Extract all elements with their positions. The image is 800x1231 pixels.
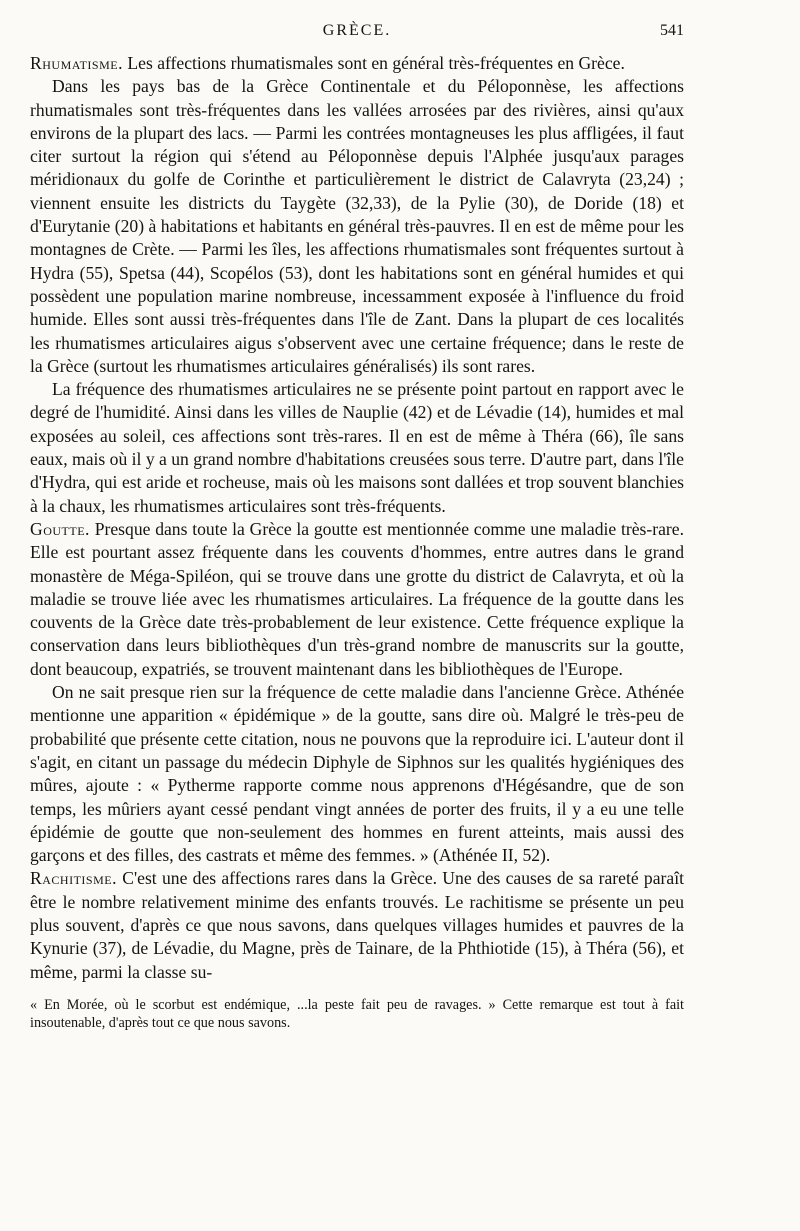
paragraph-rachitisme	[30, 867, 684, 983]
paragraph-goutte-antiquite	[30, 681, 684, 867]
paragraph-text: Les affections rhumatismales sont en général très-fréquentes en Grèce.	[127, 53, 625, 73]
footnote	[30, 996, 684, 1033]
running-header	[30, 22, 684, 52]
page-number: 541	[660, 22, 684, 39]
running-title: GRÈCE.	[322, 22, 392, 39]
paragraph-text: Dans les pays bas de la Grèce Continentale et du Péloponnèse, les affections rhumatismales sont très-fréquentes dans les vallées arrosées par des rivières, ainsi qu'aux environs de la plupart des lacs. — Parmi les contrées montagneuses les plus affligées, il faut citer surtout la région qui s'étend au Péloponnèse depuis l'Alphée jusqu'aux parages méridionaux du golfe de Corinthe et particulièrement le district de Calavryta (23,24) ; viennent ensuite les districts du Taygète (32,33), de la Pylie (30), de Doride (18) et d'Eurytanie (20) à habitations et habitants en général très-pauvres. Il en est de même pour les montagnes de Crète. — Parmi les îles, les affections rhumatismales sont fréquentes surtout à Hydra (55), Spetsa (44), Scopélos (53), dont les habitations sont en général humides et qui possèdent une population marine nombreuse, incessamment exposée à l'influence du froid humide. Elles sont aussi très-fréquentes dans l'île de Zant. Dans la plupart de ces localités les rhumatismes articulaires aigus s'observent avec une certaine fréquence; dans le reste de la Grèce (surtout les rhumatismes articulaires généralisés) ils sont rares.	[30, 76, 684, 376]
paragraph-text: Presque dans toute la Grèce la goutte est mentionnée comme une maladie très-rare. Elle est pourtant assez fréquente dans les couvents d'hommes, entre autres dans le grand monastère de Méga-Spiléon, qui se trouve dans une grotte du district de Calavryta, et où la maladie se trouve liée avec les rhumatismes articulaires. La fréquence de la goutte dans les couvents de la Grèce date très-probablement de leur existence. Cette fréquence explique la conservation dans leurs bibliothèques d'un très-grand nombre de manuscrits sur la goutte, dont beaucoup, expatriés, se trouvent maintenant dans les bibliothèques de l'Europe.	[30, 518, 684, 679]
paragraph-text: On ne sait presque rien sur la fréquence de cette maladie dans l'ancienne Grèce. Athénée mentionne une apparition « épidémique » de la goutte, sans dire où. Malgré le très-peu de probabilité que présente cette citation, nous ne pouvons que la reproduire ici. L'auteur dont il s'agit, en citant un passage du médecin Diphyle de Siphnos sur les qualités hygiéniques des mûres, ajoute : « Pytherme rapporte comme nous apprenons d'Hégésandre, que de son temps, les mûriers ayant cessé pendant vingt années de porter des fruits, il y a eu une telle épidémie de goutte que non-seulement des hommes en furent atteints, mais aussi des garçons et des filles, des castrats et même des femmes. » (Athénée II, 52).	[30, 682, 684, 866]
section-heading-rhumatisme: Rhumatisme.	[30, 53, 123, 73]
paragraph-rhumatisme	[30, 52, 684, 75]
paragraph-rhumatisme-regions	[30, 75, 684, 378]
section-heading-rachitisme: Rachitisme.	[30, 868, 117, 889]
book-page	[30, 22, 684, 1033]
paragraph-text: La fréquence des rhumatismes articulaires ne se présente point partout en rapport avec le degré de l'humidité. Ainsi dans les villes de Nauplie (42) et de Lévadie (14), humides et mal exposées au soleil, ces affections sont très-rares. Il en est de même à Théra (66), île sans eaux, mais où il y a un grand nombre d'habitations creusées sous terre. D'autre part, dans l'île d'Hydra, qui est aride et rocheuse, mais où les maisons sont dallées et trop souvent blanchies à la chaux, les rhumatismes articulaires sont très-fréquents.	[30, 379, 684, 516]
paragraph-text: C'est une des affections rares dans la Grèce. Une des causes de sa rareté paraît être le nombre relativement minime des enfants trouvés. Le rachitisme se présente un peu plus souvent, d'après ce que nous savons, dans quelques villages humides et pauvres de la Kynurie (37), de Lévadie, du Magne, près de Tainare, de la Phthiotide (15), à Théra (56), et même, parmi la classe su-	[30, 868, 684, 982]
footnote-text: « En Morée, où le scorbut est endémique, ...la peste fait peu de ravages. » Cette remarque est tout à fait insoutenable, d'après tout ce que nous savons.	[30, 996, 684, 1032]
section-heading-goutte: Goutte.	[30, 518, 90, 539]
paragraph-goutte	[30, 518, 684, 681]
paragraph-rhumatisme-humidite	[30, 378, 684, 518]
page-body	[30, 52, 684, 984]
